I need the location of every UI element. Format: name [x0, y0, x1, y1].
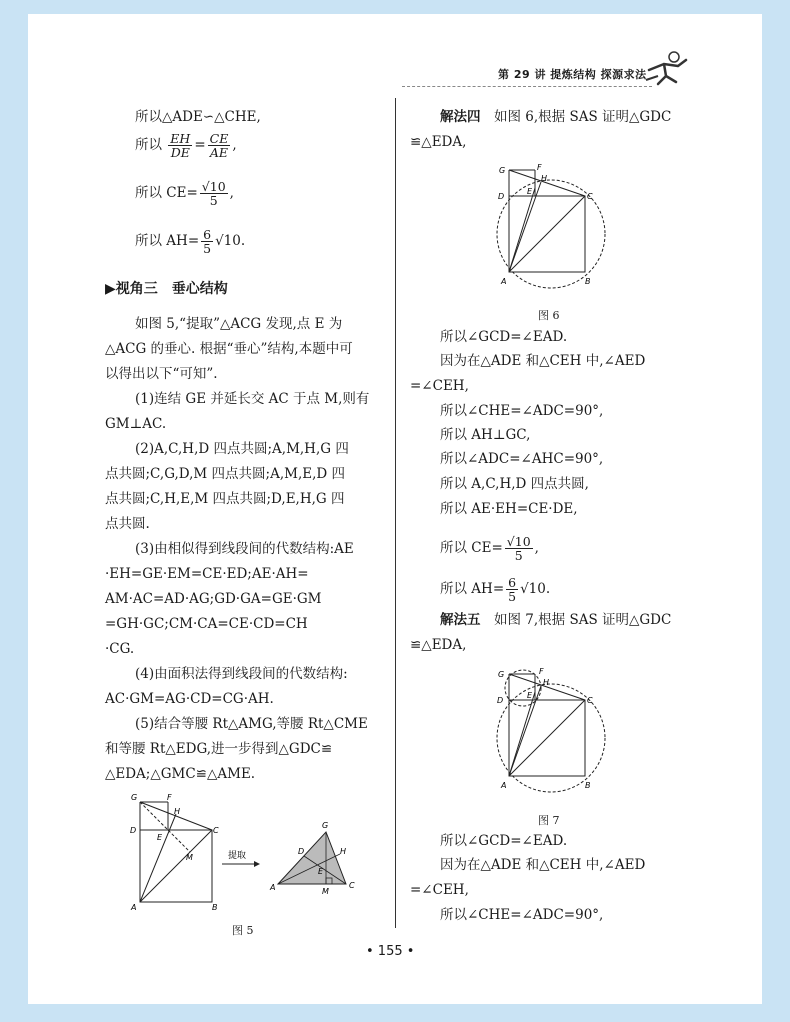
- para-line: △ACG 的垂心. 根据“垂心”结构,本题中可: [105, 341, 353, 357]
- figure-label: A: [131, 903, 137, 912]
- figure-label: C: [587, 696, 593, 705]
- para-line: (2)A,C,H,D 四点共圆;A,M,H,G 四: [135, 441, 349, 457]
- para-line: (5)结合等腰 Rt△AMG,等腰 Rt△CME: [135, 716, 368, 732]
- solution-4-intro: [440, 108, 671, 126]
- para-line: =∠CEH,: [410, 378, 469, 394]
- figure-label: F: [537, 163, 542, 172]
- para-line: 点共圆;C,H,E,M 四点共圆;D,E,H,G 四: [105, 491, 345, 507]
- figure-label: G: [322, 821, 329, 830]
- figure-label: D: [497, 696, 504, 705]
- para-line: 所以 AE·EH=CE·DE,: [440, 501, 578, 517]
- page-number: • 155 •: [366, 944, 415, 959]
- para-line: AM·AC=AD·AG;GD·GA=GE·GM: [105, 591, 322, 607]
- text: 所以 AH=: [440, 581, 505, 597]
- figure-label: D: [298, 847, 305, 856]
- header-rule: [402, 86, 652, 87]
- numerator: √10: [201, 179, 226, 194]
- figure-label: H: [340, 847, 347, 856]
- denominator: 5: [209, 193, 218, 208]
- para-line: [440, 576, 550, 603]
- text: ,: [232, 137, 237, 153]
- solution-5-title: 解法五: [440, 612, 481, 628]
- figure-label: D: [130, 826, 137, 835]
- triangle-ACG: [278, 832, 346, 884]
- para-line: ·CG.: [105, 641, 135, 657]
- figure-label: C: [349, 881, 355, 890]
- left-line-1: 所以△ADE∽△CHE,: [135, 109, 261, 125]
- text: √10.: [215, 233, 246, 249]
- text: √10.: [520, 581, 551, 597]
- figure-label: C: [587, 192, 593, 201]
- numerator: 6: [203, 227, 212, 242]
- figure-label: E: [157, 833, 163, 842]
- para-line: ≌△EDA,: [410, 637, 467, 653]
- figure-label: D: [498, 192, 505, 201]
- para-line: (3)由相似得到线段间的代数结构:AE: [135, 541, 354, 557]
- para-line: 所以∠CHE=∠ADC=90°,: [440, 907, 604, 923]
- arrow-head-icon: [254, 861, 260, 867]
- fraction: [506, 576, 518, 603]
- figure-5-caption: 图 5: [232, 924, 254, 937]
- para-line: 所以∠CHE=∠ADC=90°,: [440, 403, 604, 419]
- para-line: =GH·GC;CM·CA=CE·CD=CH: [105, 616, 308, 632]
- para-line: AC·GM=AG·CD=CG·AH.: [105, 691, 274, 707]
- numerator: CE: [209, 131, 229, 146]
- fraction: [200, 180, 228, 207]
- figure-label: A: [501, 277, 507, 286]
- left-line-4: [135, 228, 245, 255]
- para-line: 所以∠GCD=∠EAD.: [440, 329, 568, 345]
- fraction: [505, 535, 533, 562]
- figure-label: E: [527, 691, 533, 700]
- text: ,: [534, 540, 539, 556]
- figure-7: [485, 662, 615, 796]
- denominator: 5: [203, 241, 212, 256]
- figure-label: F: [539, 667, 544, 676]
- text: 所以 AH=: [135, 233, 200, 249]
- figure-label: B: [585, 781, 591, 790]
- para-line: 以得出以下“可知”.: [105, 366, 218, 382]
- text: 所以: [135, 137, 162, 153]
- fraction: [201, 228, 213, 255]
- para-line: (4)由面积法得到线段间的代数结构:: [135, 666, 348, 682]
- figure-label: B: [585, 277, 591, 286]
- figure-label: H: [174, 807, 181, 816]
- figure-label: G: [499, 166, 506, 175]
- para-line: 和等腰 Rt△EDG,进一步得到△GDC≌: [105, 741, 333, 757]
- figure-label: F: [167, 793, 172, 802]
- arrow-label: 提取: [228, 851, 247, 861]
- para-line: 所以∠GCD=∠EAD.: [440, 833, 568, 849]
- running-header: [402, 56, 688, 86]
- left-line-3: [135, 180, 234, 207]
- figure-label: H: [541, 174, 548, 183]
- para-line: [440, 535, 539, 562]
- text: 所以 CE=: [135, 185, 198, 201]
- mascot-icon: [644, 50, 688, 86]
- para-line: 所以 A,C,H,D 四点共圆,: [440, 476, 589, 492]
- figure-label: E: [318, 867, 324, 876]
- para-line: =∠CEH,: [410, 882, 469, 898]
- para-line: 所以∠ADC=∠AHC=90°,: [440, 451, 604, 467]
- figure-label: G: [131, 793, 138, 802]
- figure-7-caption: 图 7: [538, 814, 560, 827]
- text: =: [194, 137, 206, 153]
- para-line: (1)连结 GE 并延长交 AC 于点 M,则有: [135, 391, 370, 407]
- left-line-2: [135, 132, 237, 159]
- denominator: 5: [514, 548, 523, 563]
- denominator: AE: [209, 145, 229, 160]
- numerator: 6: [508, 575, 517, 590]
- column-divider: [395, 98, 396, 928]
- figure-label: C: [213, 826, 219, 835]
- figure-label: H: [543, 678, 550, 687]
- para-line: ≌△EDA,: [410, 134, 467, 150]
- para-line: ·EH=GE·EM=CE·ED;AE·AH=: [105, 566, 309, 582]
- para-line: 因为在△ADE 和△CEH 中,∠AED: [440, 857, 646, 873]
- para-line: △EDA;△GMC≌△AME.: [105, 766, 256, 782]
- text: 如图 7,根据 SAS 证明△GDC: [494, 612, 672, 628]
- text: ,: [229, 185, 234, 201]
- figure-6-caption: 图 6: [538, 309, 560, 322]
- para-line: 如图 5,“提取”△ACG 发现,点 E 为: [135, 316, 343, 332]
- numerator: EH: [170, 131, 191, 146]
- figure-label: E: [527, 187, 533, 196]
- solution-5-intro: [440, 611, 671, 629]
- solution-4-title: 解法四: [440, 109, 481, 125]
- figure-label: M: [322, 887, 329, 896]
- figure-label: A: [501, 781, 507, 790]
- para-line: 点共圆.: [105, 516, 150, 532]
- figure-label: A: [270, 883, 276, 892]
- fraction: [208, 132, 231, 159]
- text: 所以 CE=: [440, 540, 503, 556]
- para-line: 点共圆;C,G,D,M 四点共圆;A,M,E,D 四: [105, 466, 345, 482]
- header-title: 第 29 讲 提炼结构 探源求法: [498, 68, 647, 81]
- figure-label: M: [186, 853, 193, 862]
- fraction: [168, 132, 192, 159]
- figure-label: B: [212, 903, 218, 912]
- text: 如图 6,根据 SAS 证明△GDC: [494, 109, 672, 125]
- figure-5: [128, 792, 368, 912]
- denominator: DE: [170, 145, 190, 160]
- para-line: 所以 AH⊥GC,: [440, 427, 531, 443]
- denominator: 5: [508, 589, 517, 604]
- para-line: 因为在△ADE 和△CEH 中,∠AED: [440, 353, 646, 369]
- section-heading: ▶视角三 垂心结构: [105, 281, 228, 297]
- para-line: GM⊥AC.: [105, 416, 167, 432]
- figure-label: G: [498, 670, 505, 679]
- numerator: √10: [506, 534, 531, 549]
- figure-6: [485, 158, 615, 292]
